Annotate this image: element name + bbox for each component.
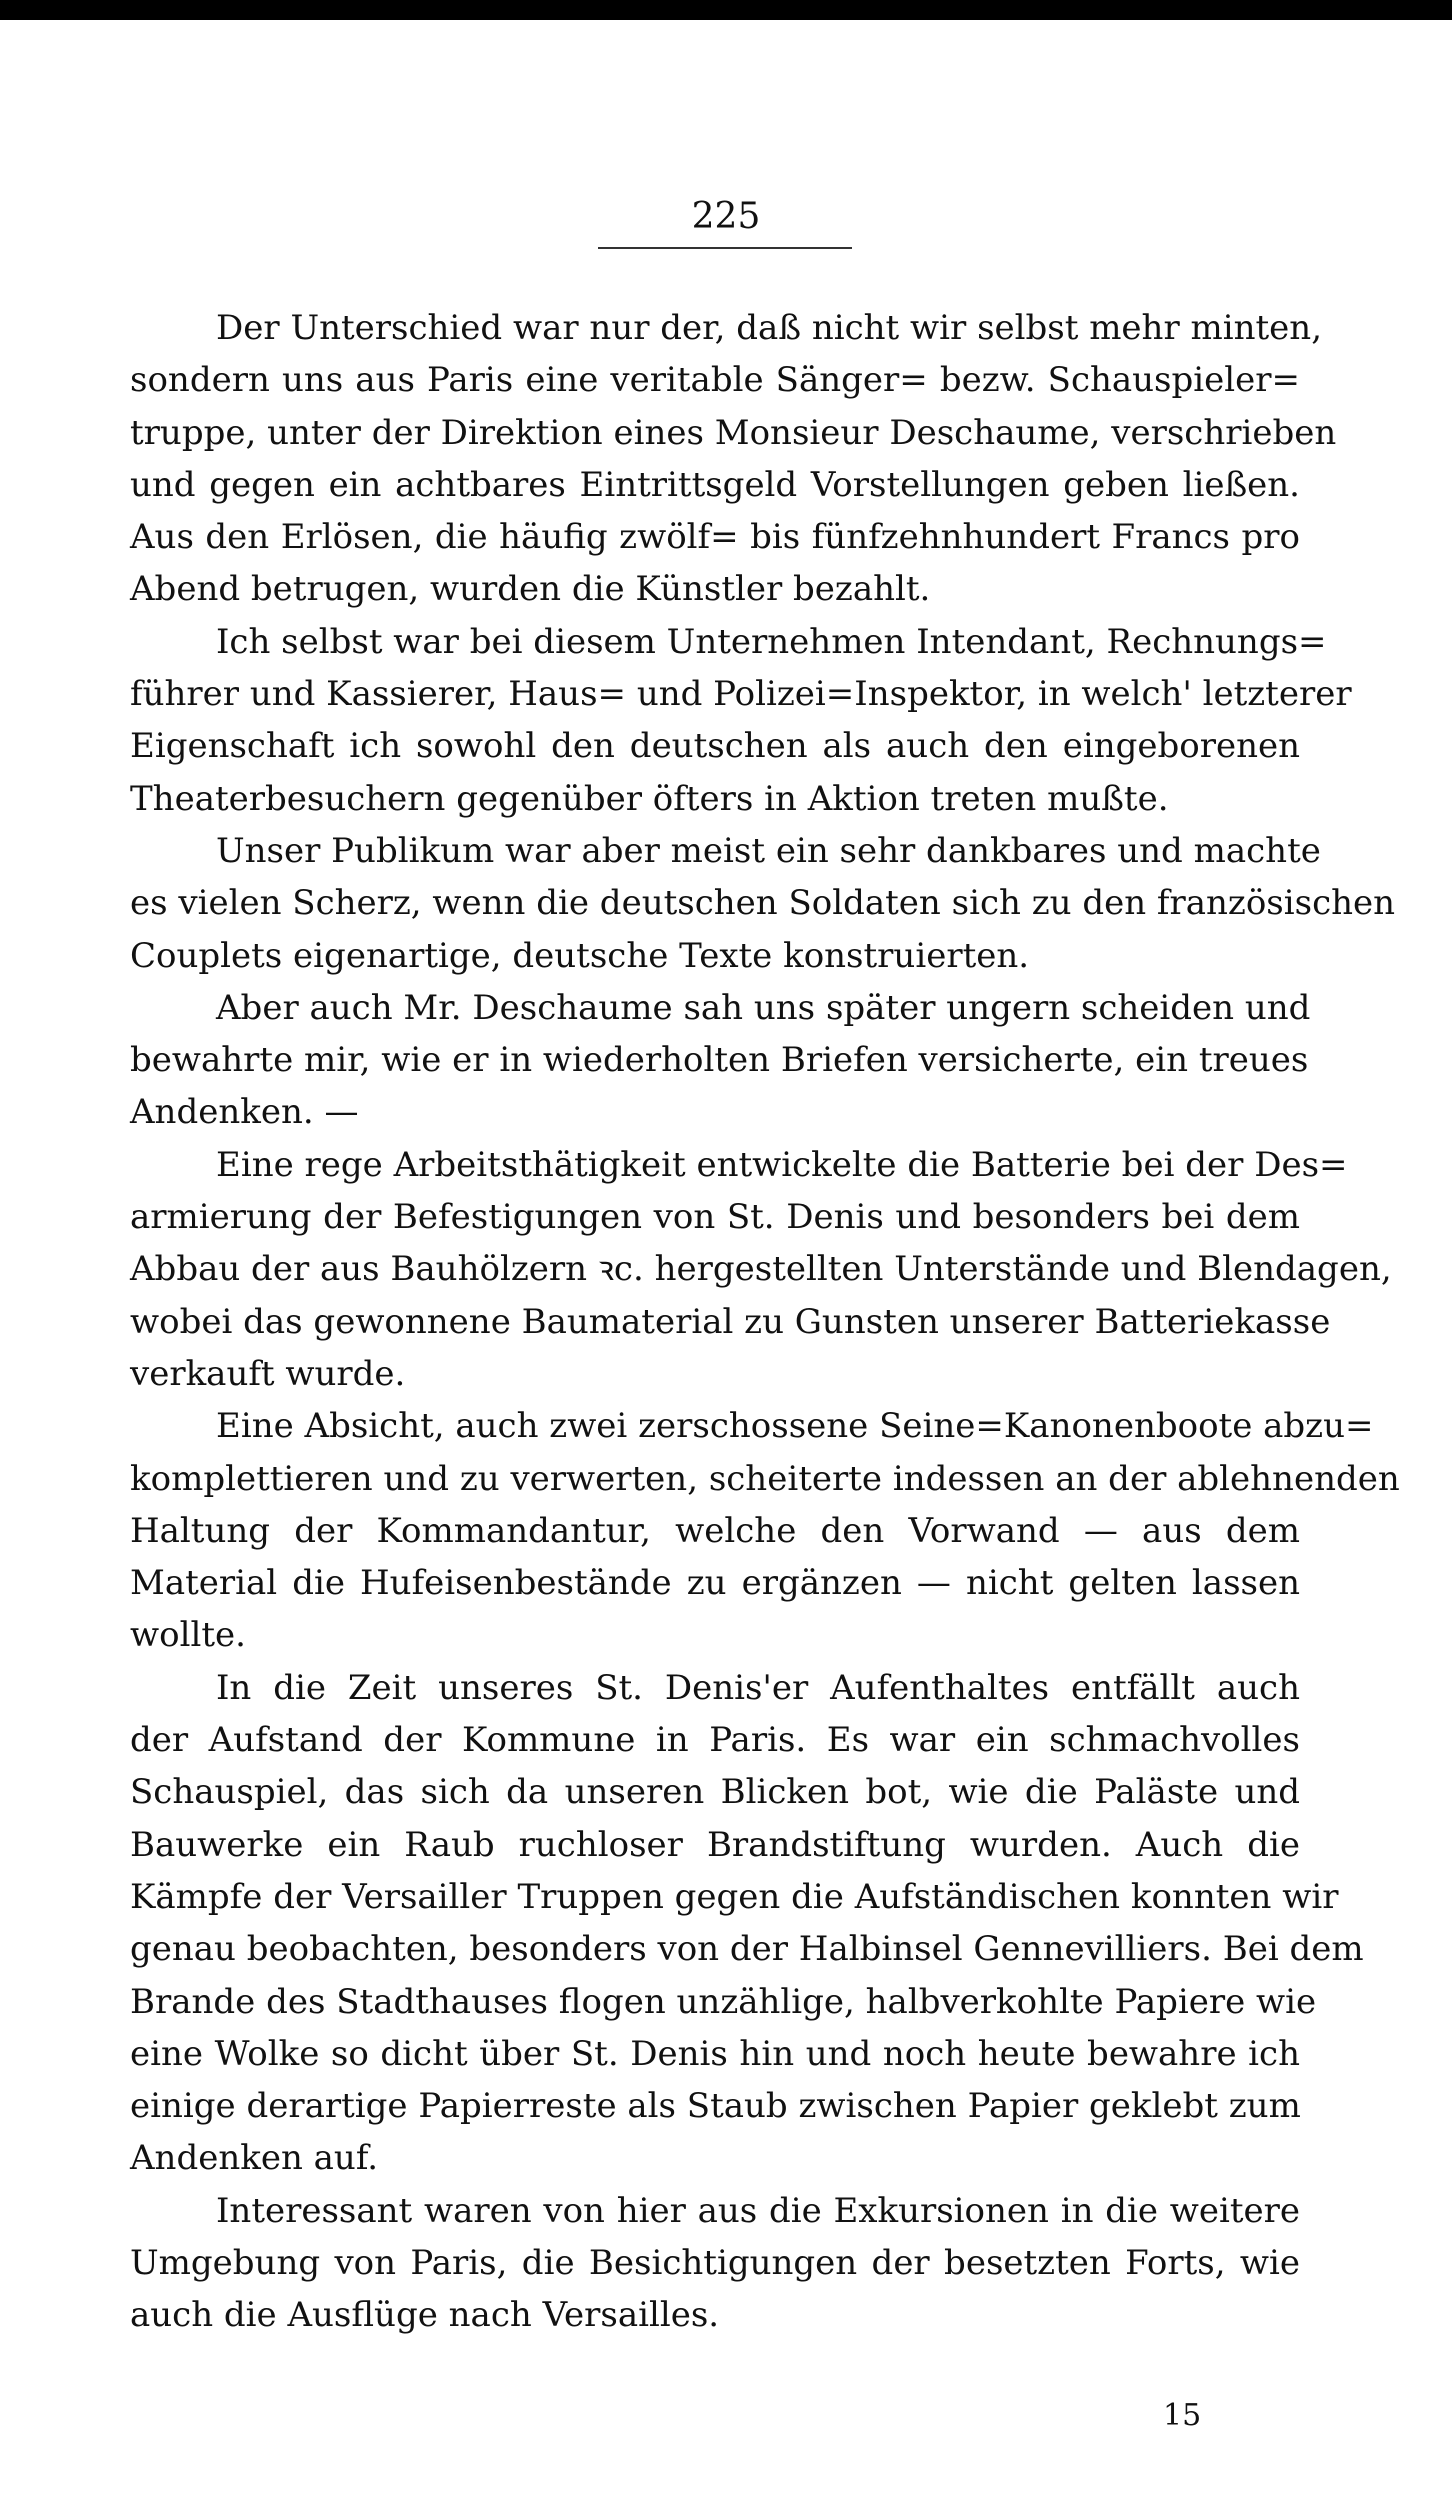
text-line: sondern uns aus Paris eine veritable Sänger= bezw. Schauspieler=	[130, 360, 1300, 401]
text-line: Unser Publikum war aber meist ein sehr dankbares und machte	[216, 830, 1321, 871]
text-line: Aber auch Mr. Deschaume sah uns später ungern scheiden und	[216, 987, 1311, 1028]
text-line: wobei das gewonnene Baumaterial zu Gunsten unserer Batteriekasse	[130, 1301, 1331, 1342]
paragraph	[130, 1400, 1400, 1661]
signature-mark: 15	[1163, 2398, 1202, 2433]
text-line: Aus den Erlösen, die häufig zwölf= bis fünfzehnhundert Francs pro	[130, 517, 1300, 558]
text-line: wollte.	[130, 1615, 246, 1656]
text-line: In die Zeit unseres St. Denis'er Aufenthaltes entfällt auch	[216, 1667, 1300, 1708]
text-line: Eine Absicht, auch zwei zerschossene Seine=Kanonenboote abzu=	[216, 1406, 1374, 1447]
text-line: Brande des Stadthauses flogen unzählige, halbverkohlte Papiere wie	[130, 1981, 1317, 2022]
text-line: genau beobachten, besonders von der Halbinsel Gennevilliers. Bei dem	[130, 1929, 1364, 1970]
text-line: es vielen Scherz, wenn die deutschen Soldaten sich zu den französischen	[130, 883, 1396, 924]
scan-top-border	[0, 0, 1452, 20]
text-line: Andenken. —	[130, 1092, 359, 1133]
paragraph	[130, 616, 1352, 825]
page-number: 225	[691, 196, 761, 237]
text-line: komplettieren und zu verwerten, scheiterte indessen an der ablehnenden	[130, 1458, 1400, 1499]
text-line: Ich selbst war bei diesem Unternehmen Intendant, Rechnungs=	[216, 621, 1327, 662]
text-line: auch die Ausflüge nach Versailles.	[130, 2295, 720, 2336]
text-line: Material die Hufeisenbestände zu ergänzen — nicht gelten lassen	[130, 1563, 1300, 1604]
paragraph	[130, 825, 1396, 982]
text-line: führer und Kassierer, Haus= und Polizei=Inspektor, in welch' letzterer	[130, 674, 1352, 715]
paragraph	[130, 1662, 1364, 2185]
paragraph	[130, 302, 1337, 616]
text-line: Kämpfe der Versailler Truppen gegen die Aufständischen konnten wir	[130, 1876, 1339, 1917]
text-line: Abbau der aus Bauhölzern ꝛc. hergestellten Unterstände und Blendagen,	[130, 1249, 1392, 1290]
text-line: Couplets eigenartige, deutsche Texte konstruierten.	[130, 935, 1030, 976]
text-line: und gegen ein achtbares Eintrittsgeld Vorstellungen geben ließen.	[130, 464, 1300, 505]
text-line: bewahrte mir, wie er in wiederholten Briefen versicherte, ein treues	[130, 1040, 1309, 1081]
text-line: Bauwerke ein Raub ruchloser Brandstiftung wurden. Auch die	[130, 1824, 1300, 1865]
text-line: Der Unterschied war nur der, daß nicht wir selbst mehr minten,	[216, 308, 1323, 348]
text-line: der Aufstand der Kommune in Paris. Es war ein schmachvolles	[130, 1720, 1300, 1761]
text-line: eine Wolke so dicht über St. Denis hin und noch heute bewahre ich	[130, 2033, 1300, 2074]
text-line: Haltung der Kommandantur, welche den Vorwand — aus dem	[130, 1510, 1300, 1551]
text-line: armierung der Befestigungen von St. Denis und besonders bei dem	[130, 1197, 1300, 1238]
text-line: Abend betrugen, wurden die Künstler bezahlt.	[130, 569, 931, 610]
paragraph	[130, 982, 1311, 1139]
text-line: Theaterbesuchern gegenüber öfters in Aktion treten mußte.	[130, 778, 1169, 819]
text-line: truppe, unter der Direktion eines Monsieur Deschaume, verschrieben	[130, 412, 1337, 453]
paragraph	[130, 2185, 1300, 2342]
text-line: Umgebung von Paris, die Besichtigungen der besetzten Forts, wie	[130, 2242, 1300, 2283]
paragraph	[130, 1139, 1392, 1400]
text-line: Eine rege Arbeitsthätigkeit entwickelte die Batterie bei der Des=	[216, 1144, 1348, 1185]
text-line: einige derartige Papierreste als Staub zwischen Papier geklebt zum	[130, 2086, 1301, 2127]
text-line: Interessant waren von hier aus die Exkursionen in die weitere	[216, 2190, 1300, 2231]
page-body-text	[130, 302, 1400, 2342]
text-line: Eigenschaft ich sowohl den deutschen als auch den eingeborenen	[130, 726, 1300, 767]
text-line: Schauspiel, das sich da unseren Blicken bot, wie die Paläste und	[130, 1772, 1300, 1813]
text-line: verkauft wurde.	[130, 1353, 406, 1394]
header-rule	[598, 247, 852, 249]
text-line: Andenken auf.	[130, 2138, 379, 2179]
